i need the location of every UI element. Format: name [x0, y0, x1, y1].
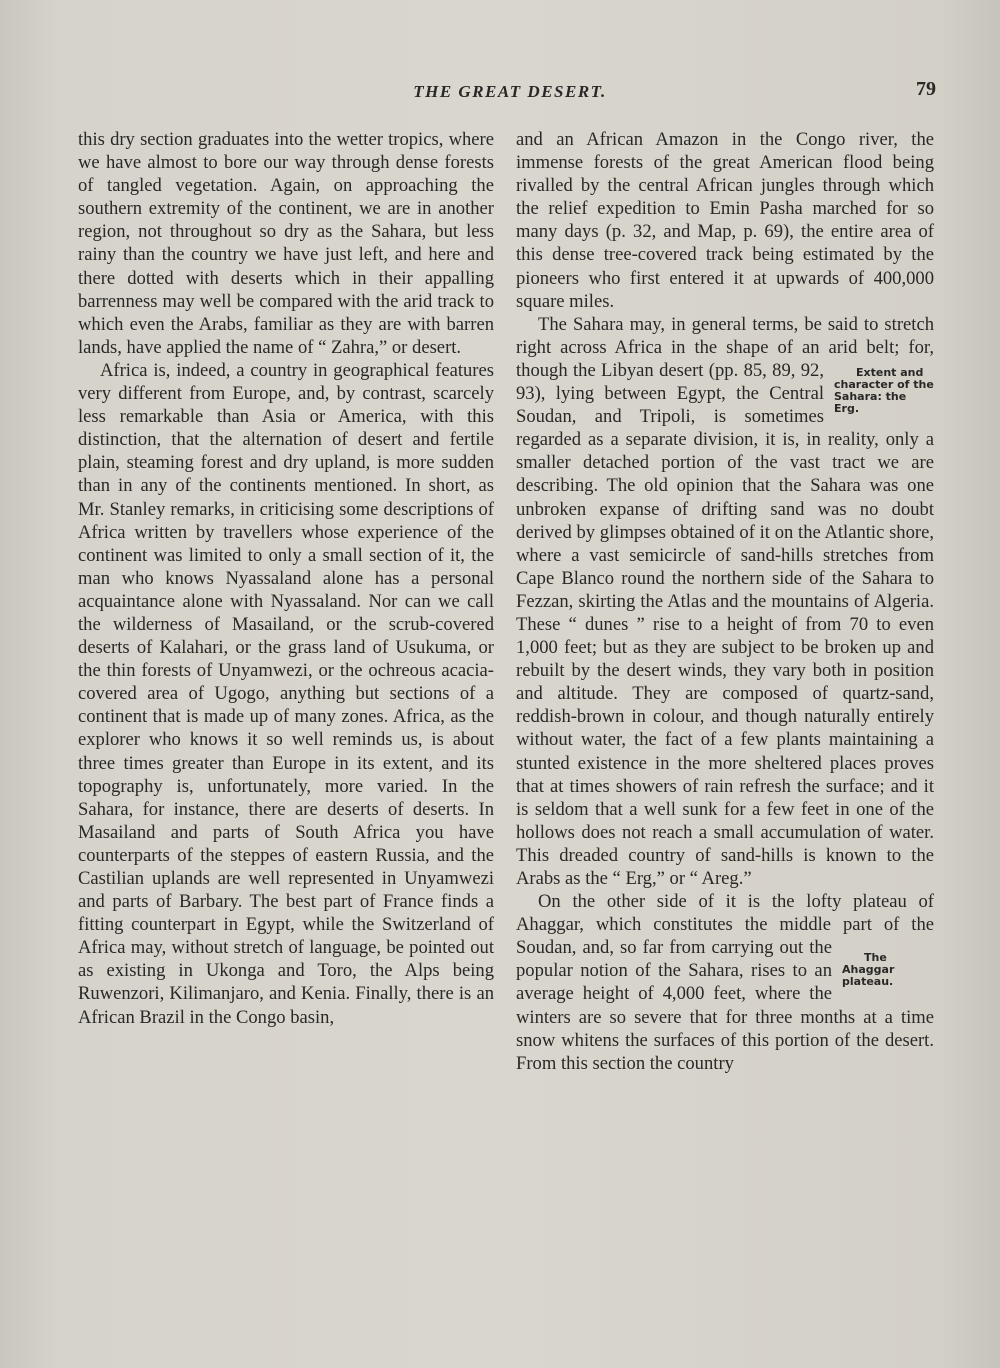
paragraph-part: The Sahara may, in general terms, be said to stretch right across Africa in the shape of an arid belt; for, though the Libyan: [516, 313, 934, 381]
paragraph: [516, 313, 934, 890]
page-number: 79: [916, 78, 936, 100]
left-column: [78, 128, 494, 1029]
paragraph: Africa is, indeed, a country in geographical features very different from Europe, and, by contrast, scarcely less remarkable than Asia or America, with this distinction, that the alternation of desert and fertile plain, steaming forest and dry upland, is more sudden than in any of the continents mentioned. In short, as Mr. Stanley remarks, in criticising some descriptions of Africa written by travellers whose experience of the continent was limited to only a small section of it, the man who knows Nyassaland alone has a personal acquaintance alone with Nyassaland. Nor can we call the wilderness of Masailand, or the scrub-covered deserts of Kalahari, or the grass land of Usukuma, or the thin forests of Unyamwezi, or the ochreous acacia-covered area of Ugogo, anything but sections of a continent that is made up of many zones. Africa, as the explorer who knows it so well reminds us, is about three times greater than Europe in its extent, and its topography is, unfortunately, more varied. In the Sahara, for instance, there are deserts of deserts. In Masailand and parts of South Africa you have counterparts of the steppes of eastern Russia, and the Castilian uplands are well represented in Unyamwezi and parts of Barbary. The best part of France finds a fitting counterpart in Egypt, while the Switzerland of Africa may, without stretch of language, be pointed out as existing in Ukonga and Toro, the Alps being Ruwenzori, Kilimanjaro, and Kenia. Finally, there is an African Brazil in the Congo basin,: [78, 359, 494, 1028]
paragraph-part: desert (pp. 85, 89, 92, 93), lying between Egypt, the Central Soudan, and Tripoli, is sometimes regarded as a separate division, it is, in reality, only a smaller detached portion of the vast tract we are describing. The old opinion that the Sahara was one unbroken expanse of drifting sand was no doubt derived by glimpses obtained of it on the Atlantic shore, where a vast semicircle of sand-hills stretches from Cape Blanco round the northern side of the Sahara to Fezzan, skirting the Atlas and the mountains of Algeria. These “ dunes ” rise to a height of from 70 to even 1,000 feet; but as they are subject to be broken up and rebuilt by the desert winds, they vary both in position and altitude. They are composed of quartz-sand, reddish-brown in colour, and though naturally entirely without water, the fact of a few plants maintaining a stunted existence in the more sheltered places proves that at times showers of rain refresh the surface; and it is seldom that a well sunk for a few feet in one of the hollows does not reach a small accumulation of water. This dreaded country of sand-hills is known to the Arabs as the “ Erg,” or “ Areg.”: [516, 359, 934, 889]
paragraph: and an African Amazon in the Congo river, the immense forests of the great American flood being rivalled by the central African jungles through which the relief expedition to Emin Pasha marched for so many days (p. 32, and Map, p. 69), the entire area of this dense tree-covered track being estimated by the pioneers who first entered it at upwards of 400,000 square miles.: [516, 129, 934, 312]
margin-note-erg: Extent and character of the Sahara: the Erg.: [834, 365, 934, 415]
paragraph-part: carrying out the popular notion of the Sahara, rises to an average height of 4,000 feet, where the winters are so severe that for three months at a time snow whitens the surfaces of this portion of the desert. From this section the country: [516, 937, 934, 1074]
running-header: THE GREAT DESERT.: [413, 82, 607, 101]
paragraph: this dry section graduates into the wetter tropics, where we have almost to bore our way through dense forests of tangled vegetation. Again, on approaching the southern extremity of the continent, we are in another region, not throughout so dry as the Sahara, but less rainy than the country we have just left, and here and there dotted with deserts which in their appalling barrenness may well be compared with the arid track to which even the Arabs, familiar as they are with barren lands, have applied the name of “ Zahra,” or desert.: [78, 129, 494, 358]
margin-note-ahaggar: The Ahaggar plateau.: [842, 951, 895, 989]
right-column: [516, 128, 934, 1075]
paragraph-part: On the other side of it is the lofty plateau of Ahaggar, which constitutes the middle part of the Soudan, and, so far from: [516, 891, 934, 959]
paragraph: [516, 890, 934, 1075]
